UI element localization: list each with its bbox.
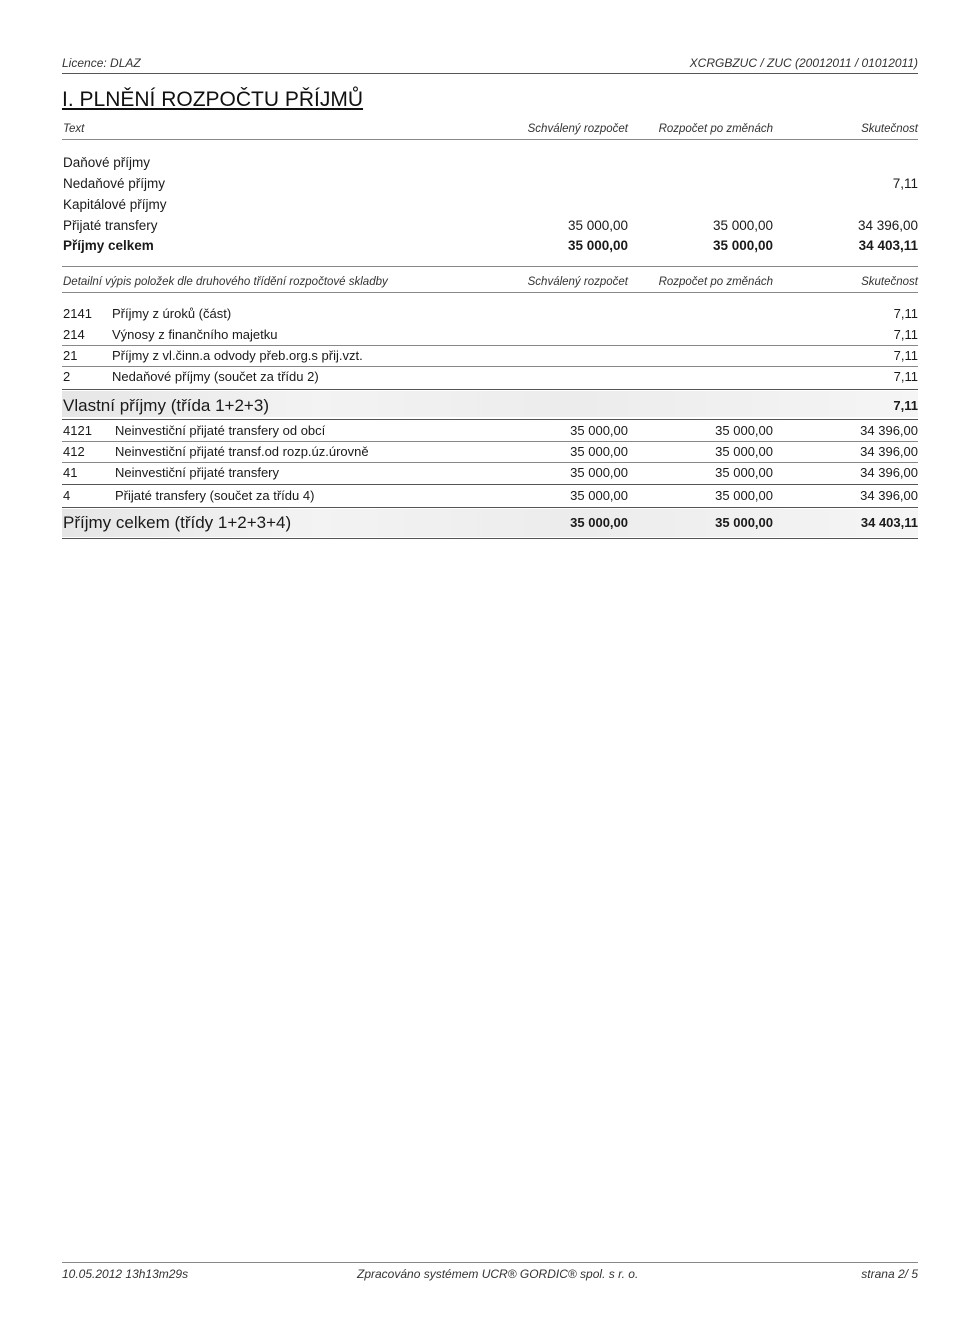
row-skutecnost: 34 396,00: [860, 488, 918, 503]
table-row: [0, 368, 960, 386]
row-label: Přijaté transfery (součet za třídu 4): [115, 488, 315, 503]
detail-header: [0, 273, 960, 291]
row-skutecnost: 7,11: [893, 327, 918, 342]
row-skutecnost: 7,11: [892, 176, 918, 191]
row-po-zmenach: 35 000,00: [715, 444, 773, 459]
table-row: [0, 154, 960, 172]
row-po-zmenach: 35 000,00: [715, 465, 773, 480]
summary-header: [0, 120, 960, 138]
row-label: Nedaňové příjmy: [63, 176, 166, 191]
table-row: [0, 347, 960, 365]
table-row: [0, 464, 960, 482]
total-label: Příjmy celkem (třídy 1+2+3+4): [63, 513, 292, 532]
table-row: [0, 443, 960, 461]
row-label: Neinvestiční přijaté transf.od rozp.úz.úrovně: [115, 444, 369, 459]
table-row: [0, 305, 960, 323]
row-skutecnost: 34 403,11: [858, 238, 918, 253]
row-label: Kapitálové příjmy: [63, 197, 167, 212]
row-skutecnost: 34 396,00: [860, 465, 918, 480]
row-divider: [62, 389, 918, 390]
row-code: 214: [63, 327, 85, 342]
col-text: Text: [63, 123, 85, 135]
footer-rule: [62, 1262, 918, 1263]
row-code: 41: [63, 465, 78, 480]
report-code: XCRGBZUC / ZUC (20012011 / 01012011): [689, 56, 918, 70]
row-po-zmenach: 35 000,00: [712, 218, 773, 233]
row-label: Příjmy celkem: [63, 238, 154, 253]
col-schvaleny: Schválený rozpočet: [527, 123, 628, 135]
row-po-zmenach: 35 000,00: [715, 488, 773, 503]
col-po-zmenach: Rozpočet po změnách: [658, 276, 773, 288]
total-row: [0, 512, 960, 534]
total-schvaleny: 35 000,00: [570, 515, 628, 530]
row-label: Příjmy z vl.činn.a odvody přeb.org.s přij.vzt.: [112, 348, 363, 363]
row-divider: [62, 366, 918, 367]
subtotal-row: [0, 395, 960, 417]
row-skutecnost: 34 396,00: [860, 423, 918, 438]
row-schvaleny: 35 000,00: [570, 488, 628, 503]
row-label: Výnosy z finančního majetku: [112, 327, 278, 342]
row-divider: [62, 507, 918, 508]
table-row: [0, 487, 960, 505]
row-divider: [62, 419, 918, 420]
footer-page: strana 2/ 5: [861, 1267, 918, 1281]
row-schvaleny: 35 000,00: [567, 218, 628, 233]
row-divider: [62, 345, 918, 346]
licence-label: Licence: DLAZ: [62, 56, 141, 70]
row-code: 21: [63, 348, 78, 363]
total-po-zmenach: 35 000,00: [715, 515, 773, 530]
header-divider: [62, 73, 918, 74]
table-row: [0, 196, 960, 214]
summary-header-rule: [62, 139, 918, 140]
footer-system: Zpracováno systémem UCR® GORDIC® spol. s r. o.: [357, 1267, 639, 1281]
detail-top-rule: [62, 266, 918, 267]
row-divider: [62, 538, 918, 539]
total-skutecnost: 34 403,11: [860, 515, 918, 530]
section-title: I. PLNĚNÍ ROZPOČTU PŘÍJMŮ: [62, 88, 364, 111]
row-schvaleny: 35 000,00: [570, 465, 628, 480]
footer-timestamp: 10.05.2012 13h13m29s: [62, 1267, 189, 1281]
detail-header-rule: [62, 292, 918, 293]
row-divider: [62, 484, 918, 485]
col-schvaleny: Schválený rozpočet: [527, 276, 628, 288]
table-row: [0, 422, 960, 440]
subtotal-skutecnost: 7,11: [893, 398, 918, 413]
row-label: Nedaňové příjmy (součet za třídu 2): [112, 369, 319, 384]
table-row-total: [0, 237, 960, 255]
row-schvaleny: 35 000,00: [567, 238, 628, 253]
table-row: [0, 217, 960, 235]
row-po-zmenach: 35 000,00: [715, 423, 773, 438]
row-label: Neinvestiční přijaté transfery: [115, 465, 280, 480]
row-code: 2: [63, 369, 71, 384]
table-row: [0, 175, 960, 193]
table-row: [0, 326, 960, 344]
col-skutecnost: Skutečnost: [861, 276, 918, 288]
row-label: Daňové příjmy: [63, 155, 151, 170]
row-divider: [62, 462, 918, 463]
row-label: Neinvestiční přijaté transfery od obcí: [115, 423, 326, 438]
row-code: 4: [63, 488, 71, 503]
row-po-zmenach: 35 000,00: [712, 238, 773, 253]
row-skutecnost: 7,11: [893, 306, 918, 321]
row-divider: [62, 441, 918, 442]
col-po-zmenach: Rozpočet po změnách: [658, 123, 773, 135]
col-detail: Detailní výpis položek dle druhového třídění rozpočtové skladby: [63, 276, 388, 288]
subtotal-label: Vlastní příjmy (třída 1+2+3): [63, 396, 269, 415]
row-skutecnost: 7,11: [893, 348, 918, 363]
row-skutecnost: 34 396,00: [860, 444, 918, 459]
row-label: Příjmy z úroků (část): [112, 306, 232, 321]
col-skutecnost: Skutečnost: [861, 123, 918, 135]
row-label: Přijaté transfery: [63, 218, 158, 233]
row-skutecnost: 7,11: [893, 369, 918, 384]
row-code: 412: [63, 444, 85, 459]
row-schvaleny: 35 000,00: [570, 423, 628, 438]
row-skutecnost: 34 396,00: [857, 218, 918, 233]
row-schvaleny: 35 000,00: [570, 444, 628, 459]
row-code: 4121: [63, 423, 92, 438]
row-code: 2141: [63, 306, 92, 321]
